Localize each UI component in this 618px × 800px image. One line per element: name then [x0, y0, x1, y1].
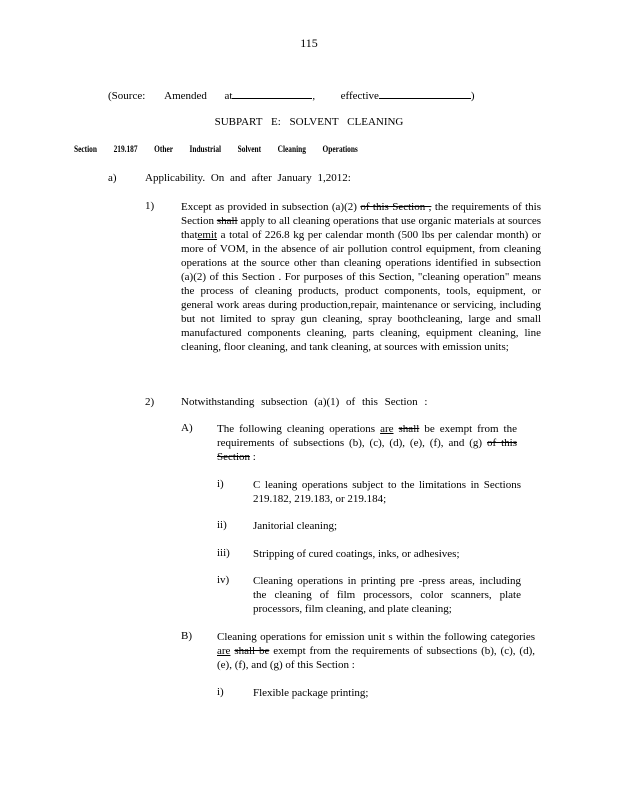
source-amended: Amended: [164, 90, 207, 102]
effective-date-blank: [379, 88, 471, 99]
a1-deleted-2: shall: [216, 215, 238, 227]
A-inserted-1: are: [380, 423, 394, 435]
B-item-label: i): [217, 686, 224, 698]
subpart-title: SUBPART E: SOLVENT CLEANING: [214, 116, 404, 128]
A-item-text: Stripping of cured coatings, inks, or adhesives;: [253, 548, 460, 560]
page-number: 115: [300, 36, 318, 50]
A-item-label: iv): [217, 574, 230, 586]
A-item-text: C leaning operations subject to the limitations in Sections 219.182, 219.183, or 219.184;: [253, 479, 521, 505]
A-item-label: iii): [217, 547, 230, 559]
A-deleted-1: shall: [398, 423, 420, 435]
A-item-label: i): [217, 478, 224, 490]
A-deleted-2: of this Section: [217, 437, 517, 463]
a1-paragraph: [181, 200, 541, 354]
A-text-1: The following cleaning operations: [217, 423, 381, 435]
a2-label: 2): [145, 396, 155, 408]
B-paragraph: [217, 630, 535, 672]
B-text-2: exempt from the requirements of subsections (b), (c), (d), (e), (f), and (g) of this Section :: [217, 645, 535, 671]
source-close: ): [470, 90, 475, 102]
A-text-2: be exempt from the requirements of subsections (b), (c), (d), (e), (f), and (g): [217, 423, 517, 449]
A-label: A): [181, 422, 193, 434]
a1-text-3: apply to all cleaning operations that use organic materials at sources that: [181, 215, 541, 241]
amended-date-blank: [232, 88, 312, 99]
source-note: (Source: Amended at , effective ): [108, 90, 475, 102]
B-inserted-1: are: [217, 645, 231, 657]
a-text: Applicability. On and after January 1,2012:: [145, 172, 351, 184]
a1-inserted-1: emit: [197, 229, 218, 241]
A-item-text: Cleaning operations in printing pre -press areas, including the cleaning of film processors, color scanners, plate processors, film cleaning, and plate cleaning;: [253, 575, 521, 615]
A-item-text: Janitorial cleaning;: [253, 520, 337, 532]
source-effective: effective: [340, 90, 379, 102]
B-text-1: Cleaning operations for emission unit s within the following categories: [217, 631, 535, 643]
A-text-3: :: [250, 451, 256, 463]
B-label: B): [181, 630, 192, 642]
a1-text-4: a total of 226.8 kg per calendar month (500 lbs per calendar month) or more of VOM, in the absence of air pollution control equipment, from cleaning operations at the source other than cleaning operations identified in subsection (a)(2) of this Section . For purposes of this Section, "cleaning operation" means the process of cleaning products, product components, tools, equipment, or general work areas during production,repair, maintenance or servicing, including but not limited to spray gun cleaning, spray boothcleaning, large and small manufactured components cleaning, parts cleaning, equipment cleaning, line cleaning, floor cleaning, and tank cleaning, at sources with emission units;: [181, 229, 541, 353]
B-item-text: Flexible package printing;: [253, 687, 369, 699]
B-deleted-1: shall be: [234, 645, 270, 657]
a-label: a): [108, 172, 117, 184]
A-paragraph: [217, 422, 517, 464]
a1-label: 1): [145, 200, 155, 212]
a1-deleted-1: of this Section ,: [360, 201, 432, 213]
a1-text-2: the requirements of this Section: [181, 201, 541, 227]
a2-text: Notwithstanding subsection (a)(1) of this Section :: [181, 396, 428, 408]
source-at: at: [224, 90, 233, 102]
section-heading: Section 219.187 Other Industrial Solvent Cleaning Operations: [74, 144, 358, 154]
a1-text-1: Except as provided in subsection (a)(2): [181, 201, 361, 213]
A-item-label: ii): [217, 519, 227, 531]
source-open: (Source:: [108, 90, 146, 102]
